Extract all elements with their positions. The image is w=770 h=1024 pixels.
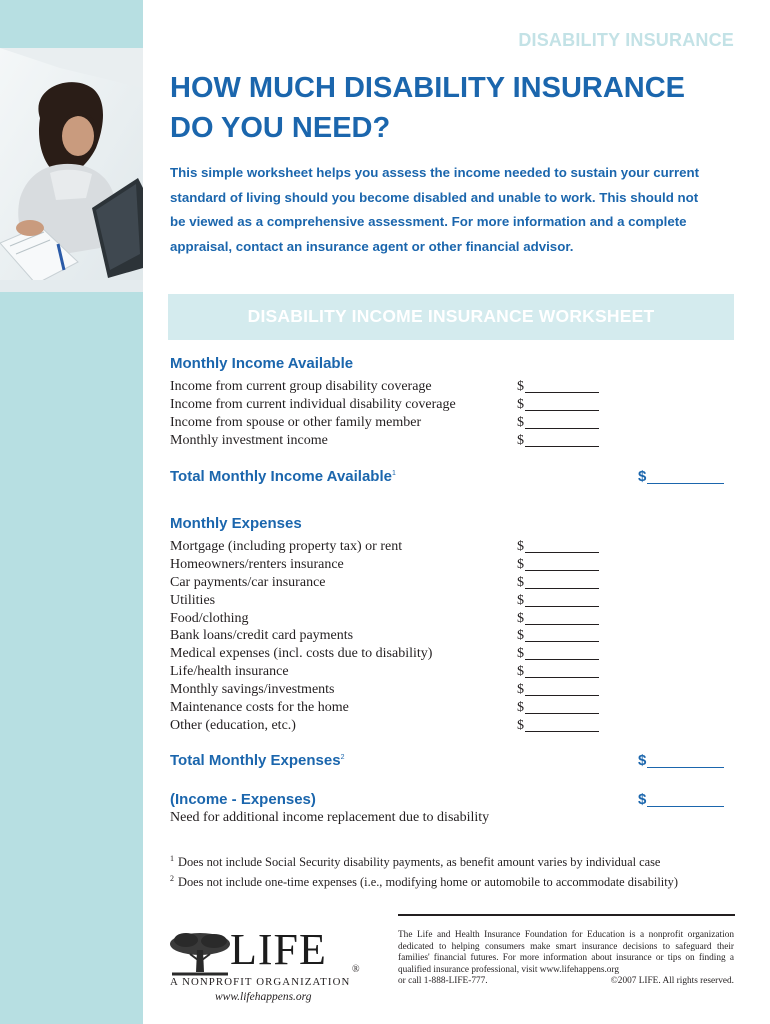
foundation-text: The Life and Health Insurance Foundation for Education is a nonprofit organization dedicated to helping consumers make smart insurance decisions to safeguard their families' financial futures. For more information about insurance or tips on finding a qualified insurance professional, visit www.lifehappens.org (398, 930, 734, 975)
income-line-label: Income from current individual disability coverage (170, 396, 456, 412)
currency-symbol: $ (517, 539, 524, 554)
currency-symbol: $ (638, 791, 647, 808)
expense-line-label: Medical expenses (incl. costs due to disability) (170, 646, 433, 662)
intro-line: appraisal, contact an insurance agent or other financial advisor. (170, 238, 574, 254)
income-line (170, 378, 610, 396)
income-lines (170, 378, 610, 450)
currency-symbol: $ (517, 556, 524, 572)
expenses-section-heading: Monthly Expenses (170, 515, 302, 532)
expense-line-label: Bank loans/credit card payments (170, 628, 354, 644)
expense-amount-blank[interactable] (517, 663, 599, 681)
currency-symbol: $ (517, 396, 524, 412)
expense-line-label: Other (education, etc.) (170, 717, 296, 733)
footnote (170, 854, 660, 870)
currency-symbol: $ (517, 717, 524, 733)
expense-line-label: Food/clothing (170, 610, 249, 626)
expense-line-label: Homeowners/renters insurance (170, 556, 344, 572)
income-line-label: Monthly investment income (170, 432, 328, 448)
expense-line-label: Car payments/car insurance (170, 574, 326, 590)
total-income-text: Total Monthly Income Available (170, 468, 392, 485)
intro-line: This simple worksheet helps you assess the income needed to sustain your current (170, 165, 700, 180)
income-line (170, 414, 610, 432)
currency-symbol: $ (638, 752, 647, 769)
expense-amount-blank[interactable] (517, 610, 599, 628)
income-line (170, 432, 610, 450)
footnote (170, 874, 678, 890)
currency-symbol: $ (517, 700, 524, 716)
footnote-text: Does not include one-time expenses (i.e., modifying home or automobile to accommodate disability) (178, 875, 678, 890)
expense-line (170, 699, 610, 717)
worksheet-banner (168, 294, 734, 340)
income-line (170, 396, 610, 414)
net-blank[interactable] (638, 791, 724, 808)
intro-line: be viewed as a comprehensive assessment. For more information and a complete (170, 214, 687, 229)
expense-line (170, 645, 610, 663)
expense-line (170, 610, 610, 628)
currency-symbol: $ (517, 664, 524, 680)
net-label: (Income - Expenses) (170, 791, 316, 808)
expense-line-label: Mortgage (including property tax) or rent (170, 539, 403, 554)
title-line: HOW MUCH DISABILITY INSURANCE (170, 72, 686, 104)
currency-symbol: $ (517, 610, 524, 626)
footnote-ref: 2 (340, 754, 345, 761)
expense-line (170, 681, 610, 699)
footer-divider (398, 914, 735, 916)
expense-amount-blank[interactable] (517, 574, 599, 592)
expense-amount-blank[interactable] (517, 699, 599, 717)
page-title (170, 68, 730, 148)
income-amount-blank[interactable] (517, 396, 599, 414)
footnote-number: 1 (170, 854, 174, 863)
total-income-blank[interactable] (638, 468, 724, 485)
footnote-text: Does not include Social Security disability payments, as benefit amount varies by individual case (178, 855, 661, 870)
worksheet-banner-title: DISABILITY INCOME INSURANCE WORKSHEET (247, 306, 655, 326)
expense-line (170, 663, 610, 681)
expense-amount-blank[interactable] (517, 717, 599, 735)
income-amount-blank[interactable] (517, 432, 599, 450)
woman-reading-photo (0, 48, 143, 292)
income-amount-blank[interactable] (517, 414, 599, 432)
currency-symbol: $ (517, 682, 524, 698)
total-expenses-text: Total Monthly Expenses (170, 752, 341, 769)
expense-line-label: Monthly savings/investments (170, 682, 335, 698)
income-line-label: Income from spouse or other family member (170, 414, 422, 430)
copyright: ©2007 LIFE. All rights reserved. (610, 976, 734, 986)
expense-line-label: Life/health insurance (170, 664, 289, 680)
foundation-statement (398, 930, 734, 988)
website-link[interactable]: www.lifehappens.org (215, 991, 312, 1003)
total-income-label (170, 468, 396, 485)
income-amount-blank[interactable] (517, 378, 599, 396)
expense-amount-blank[interactable] (517, 538, 599, 556)
expense-line (170, 717, 610, 735)
tree-icon (168, 930, 232, 980)
logo-wordmark: LIFE (230, 925, 327, 974)
expense-line-label: Utilities (170, 592, 216, 608)
currency-symbol: $ (517, 432, 524, 448)
currency-symbol: $ (517, 379, 524, 394)
currency-symbol: $ (517, 414, 524, 430)
expense-amount-blank[interactable] (517, 592, 599, 610)
total-expenses-label (170, 752, 345, 769)
income-line-label: Income from current group disability coverage (170, 379, 432, 394)
expense-line-label: Maintenance costs for the home (170, 700, 349, 716)
expense-amount-blank[interactable] (517, 645, 599, 663)
total-expenses-blank[interactable] (638, 752, 724, 769)
currency-symbol: $ (638, 468, 647, 485)
logo-tagline: A NONPROFIT ORGANIZATION (170, 976, 351, 988)
expense-line (170, 574, 610, 592)
income-section-heading: Monthly Income Available (170, 355, 354, 372)
currency-symbol: $ (517, 646, 524, 662)
footnote-ref: 1 (391, 470, 396, 477)
foundation-phone: or call 1-888-LIFE-777. (398, 976, 488, 986)
registered-mark: ® (352, 964, 360, 975)
expense-line (170, 556, 610, 574)
footnote-number: 2 (170, 874, 174, 883)
expense-amount-blank[interactable] (517, 556, 599, 574)
currency-symbol: $ (517, 574, 524, 590)
net-description: Need for additional income replacement due to disability (170, 810, 490, 825)
title-line: DO YOU NEED? (170, 112, 391, 144)
currency-symbol: $ (517, 592, 524, 608)
currency-symbol: $ (517, 628, 524, 644)
foundation-last-line (398, 976, 734, 988)
intro-line: standard of living should you become disabled and unable to work. This should not (170, 189, 699, 205)
expense-amount-blank[interactable] (517, 627, 599, 645)
expense-lines (170, 538, 610, 735)
expense-line (170, 538, 610, 556)
expense-amount-blank[interactable] (517, 681, 599, 699)
section-kicker: DISABILITY INSURANCE (518, 30, 734, 50)
intro-paragraph (170, 161, 740, 259)
expense-line (170, 592, 610, 610)
expense-line (170, 627, 610, 645)
